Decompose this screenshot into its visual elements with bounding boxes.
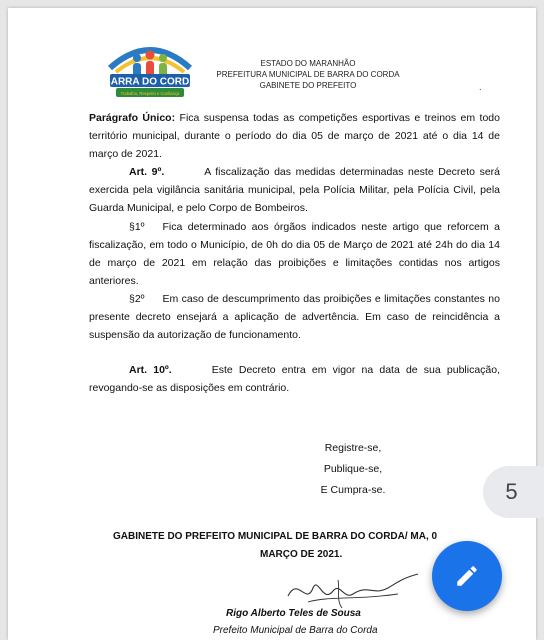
sign-cumpra: E Cumpra-se. bbox=[320, 484, 386, 496]
paragraph-2-label: §2º bbox=[129, 293, 145, 305]
edit-button[interactable] bbox=[432, 541, 502, 611]
article-10-label: Art. 10º. bbox=[129, 364, 172, 376]
closing-line-1: GABINETE DO PREFEITO MUNICIPAL DE BARRA DO CORDA/ MA, 0 bbox=[113, 531, 438, 542]
header-prefecture: PREFEITURA MUNICIPAL DE BARRA DO CORDA bbox=[216, 70, 400, 79]
signer-title: Prefeito Municipal de Barra do Corda bbox=[213, 625, 378, 636]
page-number: 5 bbox=[505, 479, 518, 504]
article-9 bbox=[89, 163, 500, 217]
sign-registre: Registre-se, bbox=[324, 442, 382, 454]
closing-line-2: MARÇO DE 2021. bbox=[260, 549, 343, 560]
article-9-text: A fiscalização das medidas determinadas neste Decreto será exercida pela vigilância sanitária municipal, pela Polícia Militar, pela Polícia Civil, pela Guarda Municipal, e pelo Corpo de Bombeiros. bbox=[89, 166, 501, 214]
paragraph-1-text: Fica determinado aos órgãos indicados neste artigo que reforcem a fiscalização, em todo o Município, de 0h do dia 05 de Março de 2021 até 24h do dia 14 de março de 2021 em relação das proibições e limitações contidas nos artigos anteriores. bbox=[89, 221, 500, 287]
header-office: GABINETE DO PREFEITO bbox=[259, 81, 357, 90]
paragraph-unico bbox=[89, 109, 500, 163]
paragraph-1 bbox=[89, 218, 500, 290]
article-9-label: Art. 9º. bbox=[129, 166, 165, 178]
paragraph-2-text: Em caso de descumprimento das proibições e limitações constantes no presente decreto ensejará a aplicação de advertência. Em caso de reincidência a suspensão da autorização de funcionamento. bbox=[89, 293, 500, 341]
paragraph-2 bbox=[89, 290, 500, 344]
municipality-logo bbox=[104, 38, 196, 100]
pencil-icon bbox=[454, 563, 480, 589]
header-dot: . bbox=[479, 82, 482, 92]
paragraph-unico-text: Fica suspensa todas as competições esportivas e treinos em todo território municipal, durante o período do dia 05 de março de 2021 até o dia 14 de março de 2021. bbox=[89, 112, 500, 160]
page-number-badge bbox=[483, 466, 544, 518]
article-10 bbox=[89, 361, 500, 397]
paragraph-unico-label: Parágrafo Único: bbox=[89, 112, 176, 124]
paragraph-1-label: §1º bbox=[129, 221, 145, 233]
sign-block bbox=[293, 438, 413, 501]
logo-text: BARRA DO CORDA bbox=[104, 76, 196, 88]
logo-subtitle: Trabalho, Respeito e Confiança bbox=[120, 91, 180, 96]
header-state: ESTADO DO MARANHÃO bbox=[260, 59, 356, 68]
signer-name: Rigo Alberto Teles de Sousa bbox=[226, 608, 361, 619]
document-header bbox=[208, 58, 408, 91]
article-10-text: Este Decreto entra em vigor na data de sua publicação, revogando-se as disposições em contrário. bbox=[89, 364, 501, 394]
sign-publique: Publique-se, bbox=[323, 463, 383, 475]
closing-statement bbox=[113, 528, 453, 564]
